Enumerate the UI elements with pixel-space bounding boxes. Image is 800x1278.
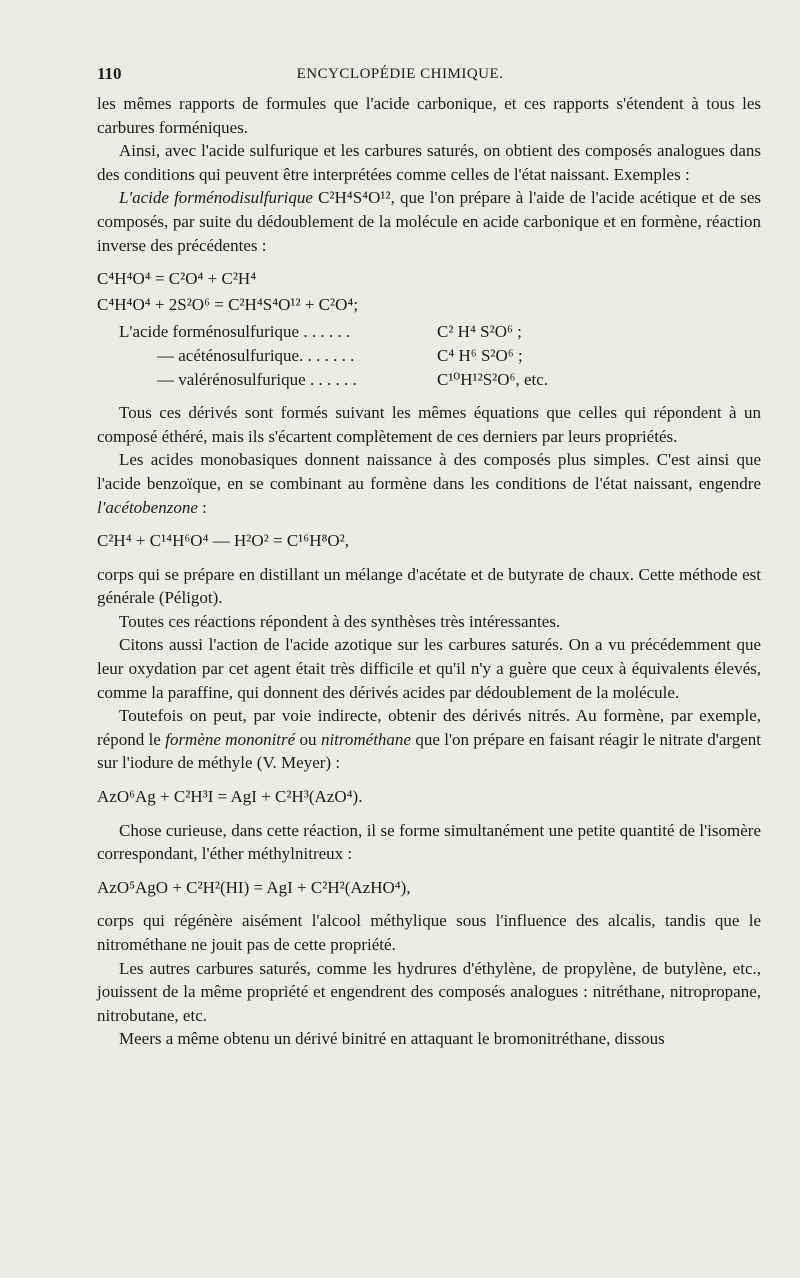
compound-name: nitrométhane [320, 729, 411, 749]
equation: AzO⁵AgO + C²H²(HI) = AgI + C²H²(AzHO⁴), [97, 877, 411, 897]
compound-label: — valérénosulfurique . . . . . . [157, 369, 357, 389]
page-number: 110 [97, 64, 122, 83]
compound-label: L'acide forménosulfurique . . . . . . [119, 322, 351, 342]
compound-list [97, 320, 761, 391]
paragraph: Les autres carbures saturés, comme les hydrures d'éthylène, de propylène, de butylène, etc., jouissent de la même propriété et engendrent des composés analogues : nitréthane, nitropropane, nitrobutane, etc. [97, 958, 761, 1025]
paragraph: Meers a même obtenu un dérivé binitré en attaquant le bromonitréthane, dissous [119, 1029, 665, 1049]
paragraph-text: C²H⁴S⁴O¹², que l'on prépare à l'aide de l'acide acétique et de ses composés, par suite du dédoublement de la molécule en acide carbonique et en formène, réaction inverse des précédentes : [97, 188, 761, 255]
paragraph: Toutes ces réactions répondent à des synthèses très intéressantes. [119, 611, 561, 631]
paragraph: Ainsi, avec l'acide sulfurique et les carbures saturés, on obtient des composés analogues dans des conditions qui peuvent être interprétées comme celles de l'état naissant. Exemples : [97, 141, 761, 184]
compound-formula: C¹⁰H¹²S²O⁶, etc. [437, 369, 549, 389]
paragraph-text: Toutefois on peut, par voie indirecte, obtenir des dérivés nitrés. Au formène, par exemple, répond le [97, 706, 761, 749]
paragraph-text: : [197, 497, 207, 517]
list-item [97, 344, 761, 368]
paragraph: les mêmes rapports de formules que l'acide carbonique, et ces rapports s'étendent à tous les carbures forméniques. [97, 94, 761, 137]
equation: C⁴H⁴O⁴ = C²O⁴ + C²H⁴ [97, 269, 257, 289]
equation: C⁴H⁴O⁴ + 2S²O⁶ = C²H⁴S⁴O¹² + C²O⁴; [97, 294, 359, 314]
compound-label: — acéténosulfurique. . . . . . . [157, 345, 355, 365]
paragraph: Citons aussi l'action de l'acide azotique sur les carbures saturés. On a vu précédemment que leur oxydation par cet agent était très difficile et qu'il n'y a guère que ceux à équivalents élevés, comme la paraffine, qui donnent des dérivés acides par dédoublement de la molécule. [97, 635, 761, 702]
compound-name: L'acide forménodisulfurique [119, 188, 313, 208]
compound-name: l'acétobenzone [97, 497, 198, 517]
compound-formula: C² H⁴ S²O⁶ ; [437, 322, 522, 342]
compound-formula: C⁴ H⁶ S²O⁶ ; [437, 345, 523, 365]
equation: AzO⁶Ag + C²H³I = AgI + C²H³(AzO⁴). [97, 787, 363, 807]
body-text [97, 92, 761, 1051]
paragraph-text: Les acides monobasiques donnent naissance à des composés plus simples. C'est ainsi que l'acide benzoïque, en se combinant au formène dans les conditions de l'état naissant, engendre [97, 450, 761, 493]
paragraph [97, 186, 761, 257]
paragraph [97, 448, 761, 519]
compound-name: formène mononitré [165, 729, 296, 749]
list-item [97, 320, 761, 344]
paragraph: Tous ces dérivés sont formés suivant les mêmes équations que celles qui répondent à un composé éthéré, mais ils s'écartent complètement de ces derniers par leurs propriétés. [97, 403, 761, 446]
paragraph [97, 704, 761, 775]
paragraph: corps qui régénère aisément l'alcool méthylique sous l'influence des alcalis, tandis que le nitrométhane ne jouit pas de cette propriété. [97, 911, 761, 954]
paragraph-text: ou [295, 729, 321, 749]
paragraph-text: que l'on prépare en faisant réagir le nitrate d'argent sur l'iodure de méthyle (V. Meyer) : [97, 729, 762, 773]
paragraph: corps qui se prépare en distillant un mélange d'acétate et de butyrate de chaux. Cette méthode est générale (Péligot). [97, 564, 761, 608]
list-item [97, 368, 761, 392]
paragraph: Chose curieuse, dans cette réaction, il se forme simultanément une petite quantité de l'isomère correspondant, l'éther méthylnitreux : [97, 820, 761, 864]
running-title: ENCYCLOPÉDIE CHIMIQUE. [296, 66, 504, 82]
equation: C²H⁴ + C¹⁴H⁶O⁴ — H²O² = C¹⁶H⁸O², [97, 531, 350, 551]
